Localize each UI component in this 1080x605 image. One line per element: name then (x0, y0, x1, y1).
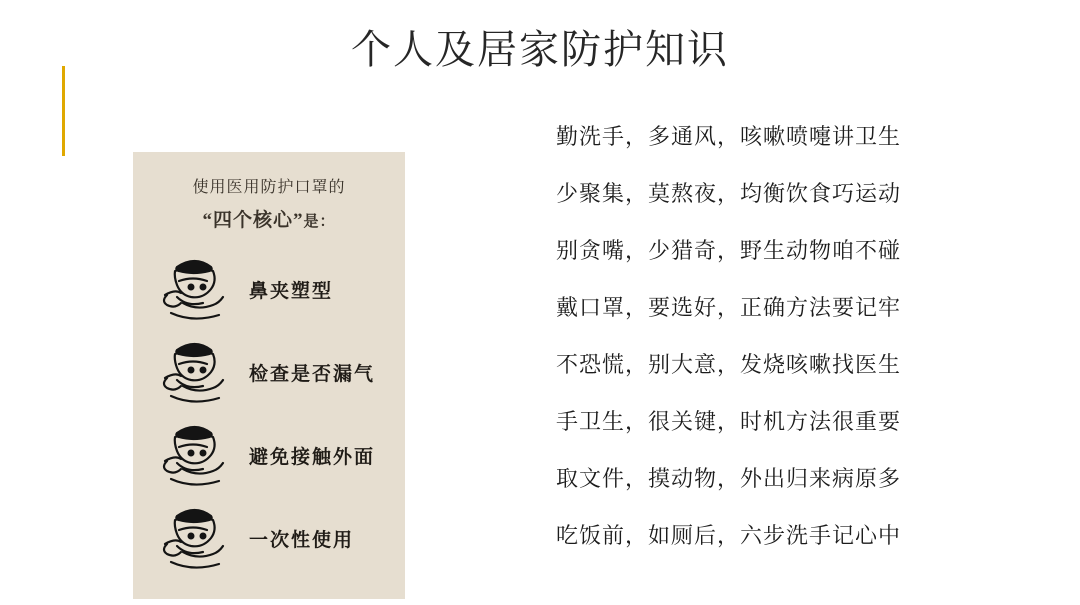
list-item (147, 414, 391, 497)
person-mask-nose-clip-icon (147, 251, 243, 329)
person-mask-no-touch-icon (147, 417, 243, 495)
list-item (147, 248, 391, 331)
verse-line: 少聚集，莫熬夜，均衡饮食巧运动 (556, 181, 902, 206)
list-item-label: 检查是否漏气 (249, 364, 376, 385)
poster-heading-line1: 使用医用防护口罩的 (192, 179, 346, 196)
verse-line: 不恐慌，别大意，发烧咳嗽找医生 (556, 352, 902, 377)
verse-list (556, 126, 956, 582)
verse-line: 别贪嘴，少猎奇，野生动物咱不碰 (556, 238, 902, 263)
list-item-label: 避免接触外面 (249, 447, 376, 468)
list-item (147, 497, 391, 580)
verse-line: 戴口罩，要选好，正确方法要记牢 (556, 295, 902, 320)
mask-poster-card (133, 152, 405, 599)
page-title: 个人及居家防护知识 (351, 27, 729, 72)
poster-item-list (147, 248, 391, 580)
list-item (147, 331, 391, 414)
poster-heading-tail: 是： (303, 214, 336, 230)
verse-line: 取文件，摸动物，外出归来病原多 (556, 466, 902, 491)
list-item-label: 一次性使用 (249, 530, 355, 551)
verse-line: 手卫生，很关键，时机方法很重要 (556, 409, 902, 434)
list-item-label: 鼻夹塑型 (249, 281, 334, 302)
verse-line: 吃饭前，如厕后，六步洗手记心中 (556, 523, 902, 548)
person-mask-check-leak-icon (147, 334, 243, 412)
poster-heading (147, 174, 391, 232)
verse-line: 勤洗手，多通风，咳嗽喷嚏讲卫生 (556, 124, 902, 149)
accent-bar (62, 66, 65, 156)
poster-heading-quoted: “四个核心” (202, 210, 304, 231)
person-mask-single-use-icon (147, 500, 243, 578)
poster-heading-line2 (147, 205, 391, 232)
